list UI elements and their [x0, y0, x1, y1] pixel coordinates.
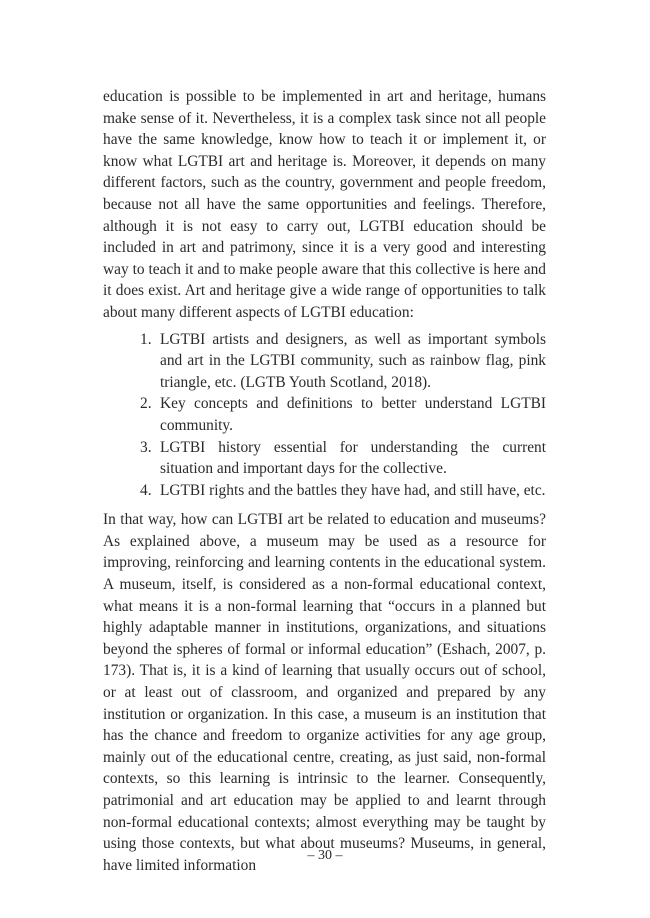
list-item-text: LGTBI rights and the battles they have had, and still have, etc. [160, 481, 546, 499]
page-number: – 30 – [307, 848, 343, 863]
list-item-text: LGTBI artists and designers, as well as important symbols and art in the LGTBI community, such as rainbow flag, pink triangle, etc. (LGTB Youth Scotland, 2018). [160, 330, 546, 391]
list-item-number: 3. [140, 438, 152, 456]
list-item-number: 2. [140, 395, 152, 413]
list-item [103, 437, 546, 480]
list-item-text: Key concepts and definitions to better understand LGTBI community. [160, 395, 546, 434]
list-item [103, 480, 546, 502]
list-item-number: 4. [140, 481, 152, 499]
list-item-number: 1. [140, 330, 152, 348]
intro-paragraph: education is possible to be implemented in art and heritage, humans make sense of it. Nevertheless, it is a complex task since not all people have the same knowledge, know how to teach it or implement it, or know what LGTBI art and heritage is. Moreover, it depends on many different factors, such as the country, government and people freedom, because not all have the same opportunities and feelings. Therefore, although it is not easy to carry out, LGTBI education should be included in art and patrimony, since it is a very good and interesting way to teach it and to make people aware that this collective is here and it does exist. Art and heritage give a wide range of opportunities to talk about many different aspects of LGTBI education: [103, 88, 546, 321]
list-item [103, 329, 546, 394]
topics-list [103, 329, 546, 502]
page-body [103, 86, 546, 876]
list-item-text: LGTBI history essential for understanding the current situation and important days for the collective. [160, 438, 546, 478]
list-item [103, 393, 546, 436]
body-paragraph: In that way, how can LGTBI art be related to education and museums? As explained above, a museum may be used as a resource for improving, reinforcing and learning contents in the educational system. A museum, itself, is considered as a non-formal educational context, what means it is a non-formal learning that “occurs in a planned but highly adaptable manner in institutions, organizations, and situations beyond the spheres of formal or informal education” (Eshach, 2007, p. 173). That is, it is a kind of learning that usually occurs out of school, or at least out of classroom, and organized and prepared by any institution or organization. In this case, a museum is an institution that has the chance and freedom to organize activities for any age group, mainly out of the educational centre, creating, as just said, non-formal contexts, so this learning is intrinsic to the learner. Consequently, patrimonial and art education may be applied to and learnt through non-formal educational contexts; almost everything may be taught by using those contexts, but what about museums? Museums, in general, have limited information [103, 511, 546, 874]
